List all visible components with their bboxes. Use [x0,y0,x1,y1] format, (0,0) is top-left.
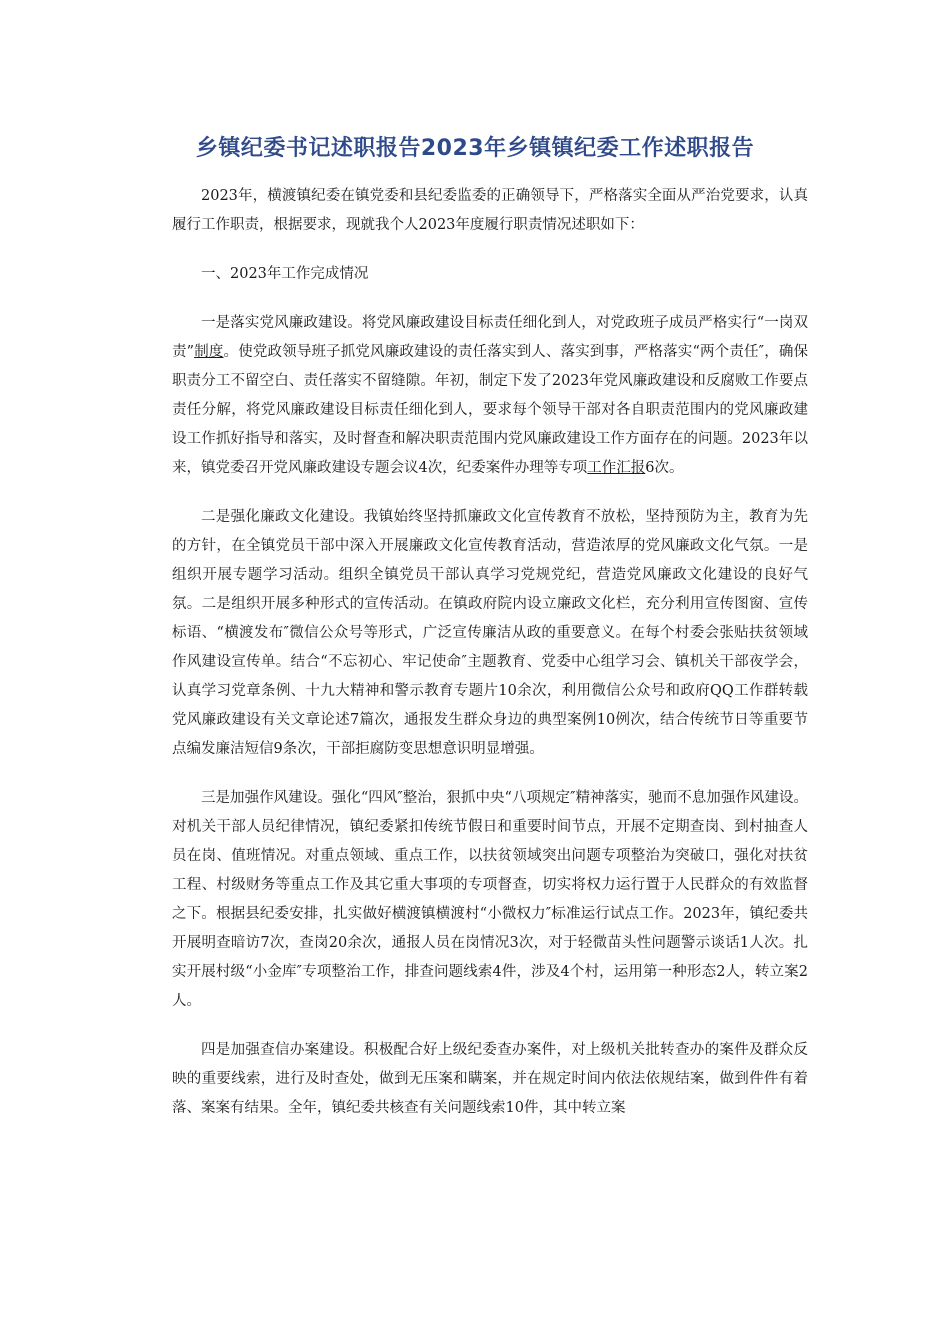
paragraph-text: 一是落实党风廉政建设。将党风廉政建设目标责任细化到人，对党政班子成员严格实行“一岗双责” [172,315,808,360]
paragraph-work-style: 三是加强作风建设。强化“四风″整治，狠抓中央“八项规定″精神落实，驰而不息加强作风建设。对机关干部人员纪律情况，镇纪委紧扣传统节假日和重要时间节点，开展不定期查岗、到村抽查人员在岗、值班情况。对重点领域、重点工作，以扶贫领域突出问题专项整治为突破口，强化对扶贫工程、村级财务等重点工作及其它重大事项的专项督查，切实将权力运行置于人民群众的有效监督之下。根据县纪委安排，扎实做好横渡镇横渡村“小微权力″标准运行试点工作。2023年，镇纪委共开展明查暗访7次，查岗20余次，通报人员在岗情况3次，对于轻微苗头性问题警示谈话1人次。扎实开展村级“小金库″专项整治工作，排查问题线索4件，涉及4个村，运用第一种形态2人，转立案2人。 [172,790,808,1009]
section-heading: 一、2023年工作完成情况 [201,266,369,282]
paragraph-party-conduct [172,309,808,483]
paragraph-text: 。使党政领导班子抓党风廉政建设的责任落实到人、落实到事，严格落实“两个责任″，确保职责分工不留空白、责任落实不留缝隙。年初，制定下发了2023年党风廉政建设和反腐败工作要点责任分解，将党风廉政建设目标责任细化到人，要求每个领导干部对各自职责范围内的党风廉政建设工作抓好指导和落实，及时督查和解决职责范围内党风廉政建设工作方面存在的问题。2023年以来，镇党委召开党风廉政建设专题会议4次，纪委案件办理等专项 [172,344,809,476]
document-title: 乡镇纪委书记述职报告2023年乡镇镇纪委工作述职报告 [195,136,755,161]
document-body [172,182,808,1143]
intro-paragraph: 2023年，横渡镇纪委在镇党委和县纪委监委的正确领导下，严格落实全面从严治党要求，认真履行工作职责，根据要求，现就我个人2023年度履行职责情况述职如下： [172,188,808,233]
paragraph-case-handling: 四是加强查信办案建设。积极配合好上级纪委查办案件，对上级机关批转查办的案件及群众反映的重要线索，进行及时查处，做到无压案和瞒案，并在规定时间内依法依规结案，做到件件有着落、案案有结果。全年，镇纪委共核查有关问题线索10件，其中转立案 [172,1042,808,1116]
paragraph-integrity-culture: 二是强化廉政文化建设。我镇始终坚持抓廉政文化宣传教育不放松，坚持预防为主，教育为先的方针，在全镇党员干部中深入开展廉政文化宣传教育活动，营造浓厚的党风廉政文化气氛。一是组织开展专题学习活动。组织全镇党员干部认真学习党规党纪，营造党风廉政文化建设的良好气氛。二是组织开展多种形式的宣传活动。在镇政府院内设立廉政文化栏，充分利用宣传图窗、宣传标语、“横渡发布″微信公众号等形式，广泛宣传廉洁从政的重要意义。在每个村委会张贴扶贫领域作风建设宣传单。结合“不忘初心、牢记使命″主题教育、党委中心组学习会、镇机关干部夜学会，认真学习党章条例、十九大精神和警示教育专题片10余次，利用微信公众号和政府QQ工作群转载党风廉政建设有关文章论述7篇次，通报发生群众身边的典型案例10例次，结合传统节日等重要节点编发廉洁短信9条次，干部拒腐防变思想意识明显增强。 [172,509,808,757]
work-report-link[interactable]: 工作汇报 [587,460,646,476]
system-link[interactable]: 制度 [194,344,224,360]
paragraph-text: 6次。 [645,460,684,476]
